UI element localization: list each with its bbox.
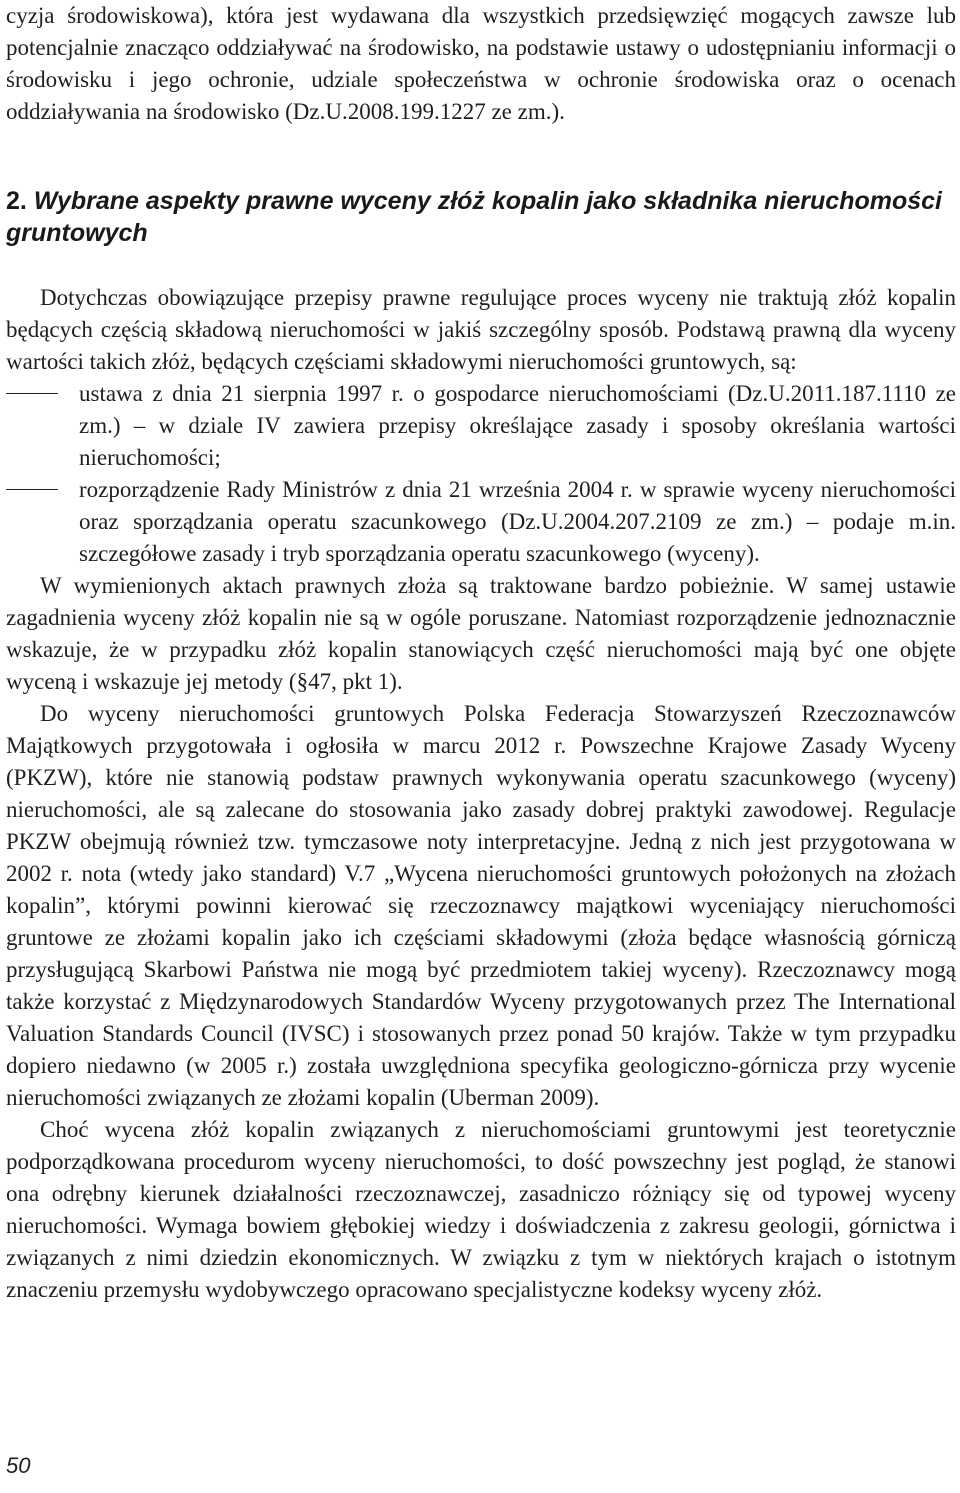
- section-title: Wybrane aspekty prawne wyceny złóż kopalin jako składnika nieruchomości gruntowych: [6, 187, 943, 247]
- paragraph-pkzw: Do wyceny nieruchomości gruntowych Polska Federacja Stowarzyszeń Rzeczoznawców Majątkowych przygotowała i ogłosiła w marcu 2012 r. Powszechne Krajowe Zasady Wyceny (PKZW), które nie stanowią podstaw prawnych wykonywania operatu szacunkowego (wyceny) nieruchomości, ale są zalecane do stosowania jako zasady dobrej praktyki zawodowej. Regulacje PKZW obejmują również tzw. tymczasowe noty interpretacyjne. Jedną z nich jest przygotowana w 2002 r. nota (wtedy jako standard) V.7 „Wycena nieruchomości gruntowych położonych na złożach kopalin”, którymi powinni kierować się rzeczoznawcy majątkowi wyceniający nieruchomości gruntowe ze złożami kopalin jako ich częściami składowymi (złoża będące własnością górniczą przysługującą Skarbowi Państwa nie mogą być przedmiotem takiej wyceny). Rzeczoznawcy mogą także korzystać z Międzynarodowych Standardów Wyceny przygotowanych przez The International Valuation Standards Council (IVSC) i stosowanych przez ponad 50 krajów. Także w tym przypadku dopiero niedawno (w 2005 r.) została uwzględniona specyfika geologiczno-górnicza przy wycenie nieruchomości związanych ze złożami kopalin (Uberman 2009).: [6, 701, 956, 1110]
- list-item: [6, 378, 956, 474]
- page-number: 50: [6, 1453, 31, 1478]
- paragraph-legal-basis: Dotychczas obowiązujące przepisy prawne regulujące proces wyceny nie traktują złóż kopalin będących częścią składową nieruchomości w jakiś szczególny sposób. Podstawą prawną dla wyceny wartości takich złóż, będących częściami składowymi nieruchomości gruntowych, są:: [6, 285, 956, 374]
- section-number: 2.: [6, 187, 27, 215]
- section-body: [6, 282, 956, 1306]
- list-item: [6, 474, 956, 570]
- intro-paragraph: cyzja środowiskowa), która jest wydawana dla wszystkich przedsięwzięć mogących zawsze lub potencjalnie znacząco oddziaływać na środowisko, na podstawie ustawy o udostępnianiu informacji o środowisku i jego ochronie, udziale społeczeństwa w ochronie środowiska oraz o ocenach oddziaływania na środowisko (Dz.U.2008.199.1227 ze zm.).: [6, 3, 956, 124]
- paragraph-conclusion: Choć wycena złóż kopalin związanych z nieruchomościami gruntowymi jest teoretycznie podporządkowana procedurom wyceny nieruchomości, to dość powszechny jest pogląd, że stanowi ona odrębny kierunek działalności rzeczoznawczej, zasadniczo różniący się od typowej wyceny nieruchomości. Wymaga bowiem głębokiej wiedzy i doświadczenia z zakresu geologii, górnictwa i związanych z nimi dziedzin ekonomicznych. W związku z tym w niektórych krajach o istotnym znaczeniu przemysłu wydobywczego opracowano specjalistyczne kodeksy wyceny złóż.: [6, 1117, 956, 1302]
- dash-bullet: [6, 489, 58, 490]
- section-heading: [6, 185, 946, 249]
- paragraph-treatment: W wymienionych aktach prawnych złoża są traktowane bardzo pobieżnie. W samej ustawie zagadnienia wyceny złóż kopalin nie są w ogóle poruszane. Natomiast rozporządzenie jednoznacznie wskazuje, że w przypadku złóż kopalin stanowiących część nieruchomości mają być one objęte wyceną i wskazuje jej metody (§47, pkt 1).: [6, 573, 956, 694]
- list-item-text: rozporządzenie Rady Ministrów z dnia 21 września 2004 r. w sprawie wyceny nieruchomości oraz sporządzania operatu szacunkowego (Dz.U.2004.207.2109 ze zm.) – podaje m.in. szczegółowe zasady i tryb sporządzania operatu szacunkowego (wyceny).: [79, 477, 956, 566]
- list-item-text: ustawa z dnia 21 sierpnia 1997 r. o gospodarce nieruchomościami (Dz.U.2011.187.1110 ze zm.) – w dziale IV zawiera przepisy określające zasady i sposoby określania wartości nieruchomości;: [79, 381, 956, 470]
- legal-acts-list: [6, 378, 956, 570]
- dash-bullet: [6, 393, 58, 394]
